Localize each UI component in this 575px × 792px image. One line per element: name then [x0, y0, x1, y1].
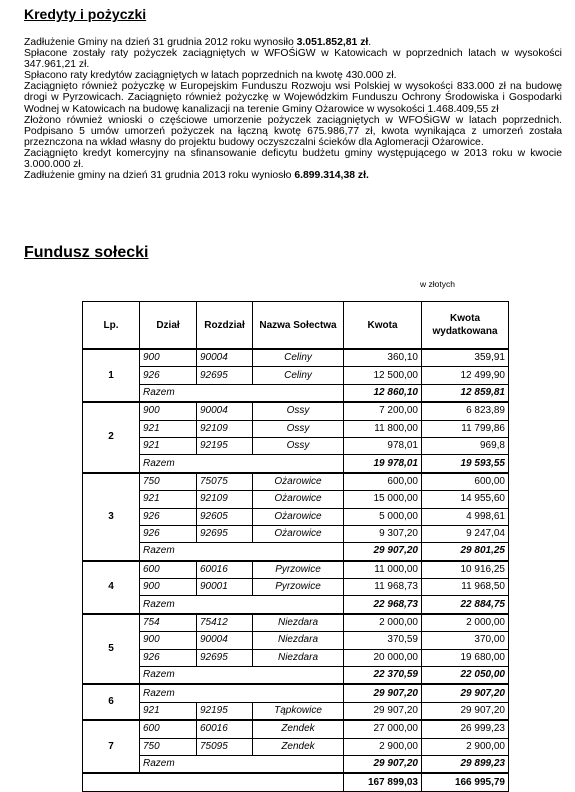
table-row [83, 702, 509, 720]
table-row [83, 402, 509, 420]
row-lp: 6 [83, 684, 140, 720]
table-row [83, 614, 509, 632]
cell-kwota: 600,00 [344, 473, 422, 491]
header-kwota: Kwota [344, 302, 422, 350]
cell-rozdzial: 92695 [197, 525, 253, 542]
razem-row [83, 455, 509, 473]
razem-row [83, 543, 509, 561]
cell-nazwa: Ossy [253, 437, 344, 454]
razem-row [83, 384, 509, 402]
cell-kwota: 2 000,00 [344, 614, 422, 632]
razem-row [83, 684, 509, 702]
header-dzial: Dział [140, 302, 197, 350]
cell-dzial: 921 [140, 437, 197, 454]
razem-kwota: 22 370,59 [344, 667, 422, 685]
cell-nazwa: Ożarowice [253, 525, 344, 542]
cell-kwota: 11 968,73 [344, 579, 422, 596]
razem-kwota: 29 907,20 [344, 755, 422, 773]
cell-kwota-wydatkowana: 26 999,23 [422, 720, 509, 738]
cell-kwota-wydatkowana: 19 680,00 [422, 649, 509, 666]
cell-rozdzial: 60016 [197, 561, 253, 579]
cell-kwota-wydatkowana: 9 247,04 [422, 525, 509, 542]
paragraph: Zaciągnięto również pożyczkę w Europejskim Funduszu Rozwoju wsi Polskiej w wysokości 833.000 zł na budowę drogi w Pyrzowicach. Zaciągnięto również pożyczkę w Wojewódzkim Funduszu Ochrony Środowiska i Gospodarki Wodnej w Katowicach na budowę kanalizacji na terenie Gminy Ożarowice w wysokości 1.468.409,55 zł [24, 81, 562, 115]
cell-nazwa: Ożarowice [253, 508, 344, 525]
cell-kwota-wydatkowana: 14 955,60 [422, 491, 509, 508]
cell-kwota-wydatkowana: 12 499,90 [422, 367, 509, 384]
paragraph: Spłacone zostały raty pożyczek zaciągniętych w WFOŚiGW w Katowicach w poprzednich latach w wysokości 347.961,21 zł. [24, 48, 562, 71]
razem-row [83, 755, 509, 773]
razem-kwota: 12 860,10 [344, 384, 422, 402]
total-empty [83, 773, 344, 791]
cell-rozdzial: 90004 [197, 402, 253, 420]
cell-rozdzial: 92109 [197, 420, 253, 437]
table-row [83, 579, 509, 596]
cell-rozdzial: 90001 [197, 579, 253, 596]
razem-label: Razem [140, 596, 344, 614]
cell-nazwa: Celiny [253, 367, 344, 384]
row-lp: 1 [83, 349, 140, 402]
table-row [83, 349, 509, 367]
cell-kwota: 15 000,00 [344, 491, 422, 508]
cell-kwota-wydatkowana: 600,00 [422, 473, 509, 491]
cell-nazwa: Ossy [253, 420, 344, 437]
paragraph: Zaciągnięto kredyt komercyjny na sfinansowanie deficytu budżetu gminy występującego w 2013 roku w kwocie 3.000.000 zł. [24, 147, 562, 171]
cell-dzial: 926 [140, 649, 197, 666]
cell-kwota: 978,01 [344, 437, 422, 454]
cell-dzial: 900 [140, 349, 197, 367]
unit-label: w złotych [420, 279, 455, 289]
razem-label: Razem [140, 455, 344, 473]
row-lp: 5 [83, 614, 140, 685]
razem-label: Razem [140, 755, 344, 773]
cell-dzial: 600 [140, 720, 197, 738]
header-rozdzial: Rozdział [197, 302, 253, 350]
header-kwota-wydatkowana: Kwota wydatkowana [422, 302, 509, 350]
cell-kwota: 9 307,20 [344, 525, 422, 542]
razem-label: Razem [140, 684, 344, 702]
razem-row [83, 596, 509, 614]
razem-label: Razem [140, 667, 344, 685]
cell-nazwa: Tąpkowice [253, 702, 344, 720]
cell-nazwa: Zendek [253, 720, 344, 738]
fundusz-table [82, 301, 509, 792]
cell-rozdzial: 92195 [197, 437, 253, 454]
section-title-kredyty: Kredyty i pożyczki [24, 6, 147, 22]
cell-rozdzial: 92605 [197, 508, 253, 525]
cell-nazwa: Niezdara [253, 632, 344, 649]
razem-kwota: 22 968,73 [344, 596, 422, 614]
cell-nazwa: Ossy [253, 402, 344, 420]
cell-kwota-wydatkowana: 11 968,50 [422, 579, 509, 596]
table-row [83, 473, 509, 491]
cell-kwota-wydatkowana: 2 900,00 [422, 738, 509, 755]
total-kwota-wydatkowana: 166 995,79 [422, 773, 509, 791]
cell-kwota: 11 000,00 [344, 561, 422, 579]
razem-kwota: 29 907,20 [344, 684, 422, 702]
cell-kwota-wydatkowana: 359,91 [422, 349, 509, 367]
cell-kwota-wydatkowana: 969,8 [422, 437, 509, 454]
cell-kwota-wydatkowana: 370,00 [422, 632, 509, 649]
cell-dzial: 926 [140, 508, 197, 525]
razem-kwota-wydatkowana: 12 859,81 [422, 384, 509, 402]
table-row [83, 420, 509, 437]
cell-rozdzial: 75095 [197, 738, 253, 755]
table-row [83, 649, 509, 666]
table-row [83, 561, 509, 579]
cell-rozdzial: 60016 [197, 720, 253, 738]
cell-rozdzial: 75412 [197, 614, 253, 632]
razem-kwota-wydatkowana: 19 593,55 [422, 455, 509, 473]
cell-rozdzial: 90004 [197, 632, 253, 649]
table-row [83, 632, 509, 649]
table-row [83, 720, 509, 738]
cell-rozdzial: 90004 [197, 349, 253, 367]
cell-dzial: 750 [140, 473, 197, 491]
cell-kwota: 12 500,00 [344, 367, 422, 384]
cell-kwota: 29 907,20 [344, 702, 422, 720]
table-row [83, 508, 509, 525]
razem-kwota-wydatkowana: 29 899,23 [422, 755, 509, 773]
table-header-row [83, 302, 509, 350]
razem-label: Razem [140, 384, 344, 402]
table-body [83, 349, 509, 791]
row-lp: 4 [83, 561, 140, 614]
cell-dzial: 926 [140, 367, 197, 384]
cell-kwota: 11 800,00 [344, 420, 422, 437]
row-lp: 3 [83, 473, 140, 561]
cell-nazwa: Niezdara [253, 649, 344, 666]
razem-kwota-wydatkowana: 22 050,00 [422, 667, 509, 685]
cell-kwota: 27 000,00 [344, 720, 422, 738]
row-lp: 2 [83, 402, 140, 473]
cell-kwota: 20 000,00 [344, 649, 422, 666]
cell-nazwa: Niezdara [253, 614, 344, 632]
paragraph: Złożono również wnioski o częściowe umorzenie pożyczek zaciągniętych w WFOŚiGW w latach poprzednich. Podpisano 5 umów umorzeń pożyczek na łączną kwotę 675.986,77 zł, kwota wynikająca z umorzeń została przeznczona na wkład własny do projektu budowy oczyszczalni ścieków dla Aglomeracji Ożarowice. [24, 114, 562, 148]
total-row [83, 773, 509, 791]
razem-kwota: 19 978,01 [344, 455, 422, 473]
table-row [83, 367, 509, 384]
cell-kwota-wydatkowana: 10 916,25 [422, 561, 509, 579]
cell-kwota-wydatkowana: 6 823,89 [422, 402, 509, 420]
cell-kwota: 7 200,00 [344, 402, 422, 420]
cell-kwota-wydatkowana: 2 000,00 [422, 614, 509, 632]
total-kwota: 167 899,03 [344, 773, 422, 791]
table-row [83, 738, 509, 755]
cell-rozdzial: 92109 [197, 491, 253, 508]
cell-kwota-wydatkowana: 4 998,61 [422, 508, 509, 525]
paragraph: Zadłużenie Gminy na dzień 31 grudnia 2012 roku wynosiło 3.051.852,81 zł. [24, 37, 372, 48]
cell-rozdzial: 75075 [197, 473, 253, 491]
table-row [83, 437, 509, 454]
cell-rozdzial: 92695 [197, 367, 253, 384]
cell-dzial: 900 [140, 632, 197, 649]
cell-nazwa: Ożarowice [253, 473, 344, 491]
cell-dzial: 900 [140, 579, 197, 596]
cell-dzial: 921 [140, 491, 197, 508]
cell-nazwa: Pyrzowice [253, 561, 344, 579]
section-title-fundusz: Fundusz sołecki [24, 244, 149, 261]
cell-dzial: 750 [140, 738, 197, 755]
cell-kwota: 370,59 [344, 632, 422, 649]
table-row [83, 525, 509, 542]
kredyty-text [24, 37, 562, 181]
razem-kwota-wydatkowana: 22 884,75 [422, 596, 509, 614]
paragraph: Zadłużenie gminy na dzień 31 grudnia 2013 roku wyniosło 6.899.314,38 zł. [24, 170, 369, 182]
cell-dzial: 900 [140, 402, 197, 420]
cell-dzial: 921 [140, 702, 197, 720]
razem-kwota-wydatkowana: 29 801,25 [422, 543, 509, 561]
razem-kwota: 29 907,20 [344, 543, 422, 561]
cell-dzial: 754 [140, 614, 197, 632]
paragraph: Spłacono raty kredytów zaciągniętych w latach poprzednich na kwotę 430.000 zł. [24, 70, 397, 82]
razem-kwota-wydatkowana: 29 907,20 [422, 684, 509, 702]
cell-dzial: 600 [140, 561, 197, 579]
cell-kwota-wydatkowana: 11 799,86 [422, 420, 509, 437]
cell-nazwa: Ożarowice [253, 491, 344, 508]
cell-kwota-wydatkowana: 29 907,20 [422, 702, 509, 720]
razem-row [83, 667, 509, 685]
cell-dzial: 926 [140, 525, 197, 542]
cell-rozdzial: 92695 [197, 649, 253, 666]
cell-nazwa: Pyrzowice [253, 579, 344, 596]
row-lp: 7 [83, 720, 140, 773]
razem-label: Razem [140, 543, 344, 561]
header-lp: Lp. [83, 302, 140, 350]
cell-rozdzial: 92195 [197, 702, 253, 720]
cell-dzial: 921 [140, 420, 197, 437]
header-nazwa: Nazwa Sołectwa [253, 302, 344, 350]
cell-nazwa: Zendek [253, 738, 344, 755]
cell-kwota: 360,10 [344, 349, 422, 367]
cell-kwota: 2 900,00 [344, 738, 422, 755]
cell-kwota: 5 000,00 [344, 508, 422, 525]
table-row [83, 491, 509, 508]
cell-nazwa: Celiny [253, 349, 344, 367]
